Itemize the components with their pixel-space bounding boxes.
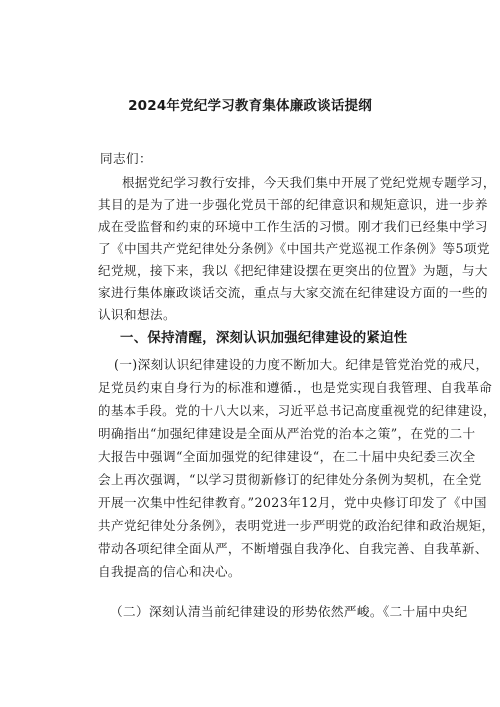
paragraph-line: 带动各项纪律全面从严，不断增强自我净化、自我完善、自我革新、 — [98, 541, 488, 556]
paragraph-line: 共产党纪律处分条例》，表明党进一步严明党的政治纪律和政治规矩， — [98, 518, 495, 533]
paragraph-line: 足党员约束自身行为的标准和遵循.，也是党实现自我管理、自我革命 — [98, 380, 493, 395]
intro-line: 成在受监督和约束的环境中工作生活的习惯。刚才我们已经集中学习 — [98, 219, 488, 234]
intro-line: 根据党纪学习教行安排，今天我们集中开展了党纪党规专题学习， — [122, 175, 496, 190]
section-heading: 一、保持清醒，深刻认识加强纪律建设的紧迫性 — [120, 331, 408, 346]
document-title: 2024年党纪学习教育集体廉政谈话提纲 — [128, 98, 372, 114]
salutation: 同志们： — [100, 151, 152, 166]
paragraph-line: 自我提高的信心和决心。 — [98, 564, 241, 579]
paragraph-line: 开展一次集中性纪律教育。”2023年12月，党中央修订印发了《中国 — [98, 495, 487, 510]
paragraph-line: 明确指出“加强纪律建设是全面从严治党的治本之策”，在党的二十 — [98, 426, 476, 441]
intro-line: 了《中国共产党纪律处分条例》《中国共产党巡视工作条例》等5项党 — [98, 241, 490, 256]
intro-line: 纪党规，接下来，我以《把纪律建设摆在更突出的位置》为题，与大 — [98, 263, 488, 278]
intro-line: 其目的是为了进一步强化党员干部的纪律意识和规矩意识，进一步养 — [98, 197, 488, 212]
paragraph-line: (一)深刻认识纪律建设的力度不断加大。纪律是管党治党的戒尺， — [114, 357, 489, 372]
paragraph-line: （二）深刻认清当前纪律建设的形势依然严峻。《二十届中央纪 — [110, 604, 468, 619]
paragraph-line: 大报告中强调“全面加强党的纪律建设“，在二十届中央纪委三次全 — [98, 449, 476, 464]
intro-line: 家进行集体廉政谈话交流，重点与大家交流在纪律建设方面的一些的 — [98, 285, 488, 300]
paragraph-line: 的基本手段。党的十八大以来，习近平总书记高度重视党的纪律建设， — [98, 403, 496, 418]
paragraph-line: 会上再次强调，“以学习贯彻新修订的纪律处分条例为契机，在全党 — [98, 472, 482, 487]
intro-line: 认识和想法。 — [98, 307, 176, 322]
